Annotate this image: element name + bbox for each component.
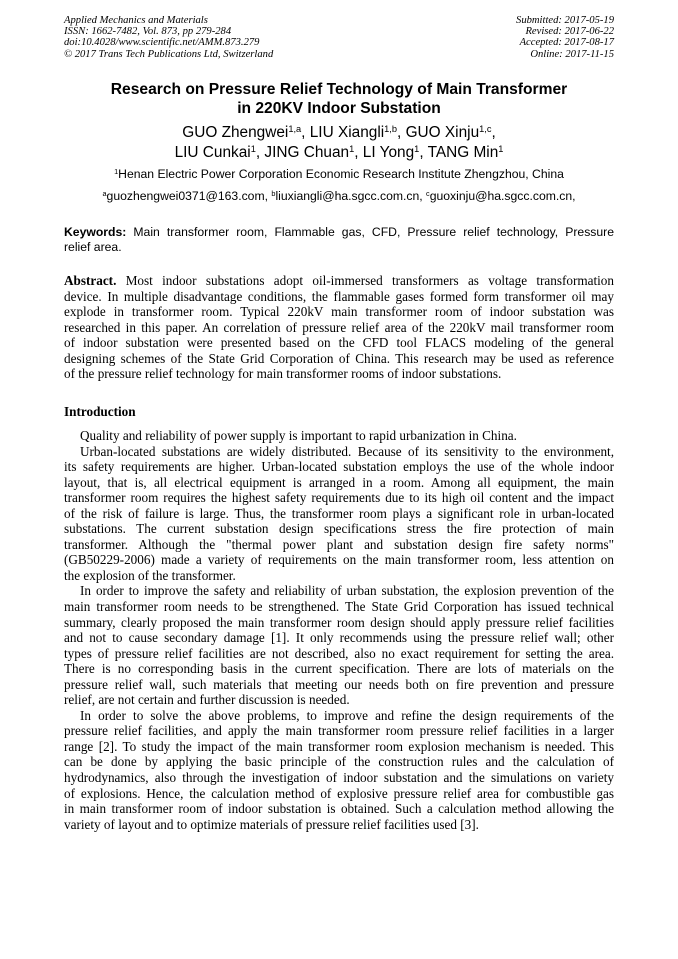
author-name: GUO Xinju [405,124,480,141]
abstract-label: Abstract. [64,273,117,288]
paragraph-line: (GB50229-2006) made a variety of requirements on the main transformer room, less attention on [64,552,614,568]
paragraph-line: in main transformer room of indoor substation is obtained. Such a calculation method allowing the [64,801,614,817]
paragraph [64,444,614,584]
paragraph-line: Quality and reliability of power supply is important to rapid urbanization in China. [80,428,517,443]
paragraph-line: pressure relief facilities, and apply the main transformer room pressure relief facilities in a larger [64,723,614,739]
accepted-date: Accepted: 2017-08-17 [519,37,614,49]
paragraph-line: Urban-located substations are widely distributed. Because of its sensitivity to the environment, [80,443,614,459]
abstract-line: of indoor substation were presented based on the CFD tool FLACS modeling of the general [64,335,614,351]
author-sup: 1 [250,143,256,154]
paragraph-line: transformer room requires the highest safety requirements due to its high oil content and the impact [64,490,614,506]
introduction-body [64,428,614,832]
author-sup: 1,c [479,123,492,134]
title-line-1: Research on Pressure Relief Technology of Main Transformer [110,81,568,98]
author-name: LI Yong [362,143,415,161]
author-sup: 1 [414,143,420,154]
affiliation-sup: 1 [114,166,119,176]
author-sup: 1 [498,143,504,154]
paragraph-line: the explosion of the transformer. [64,567,236,583]
publication-dates [516,15,614,60]
email-sup: c [426,188,430,198]
author-name: GUO Zhengwei [182,124,289,141]
paragraph [64,428,614,444]
email-link[interactable]: liuxiangli@ha.sgcc.com.cn, [275,189,423,203]
paragraph-line: transformer. Although the "thermal power plant and substation design fire safety norms" [64,536,614,552]
affiliation [64,167,614,182]
revised-date: Revised: 2017-06-22 [525,26,614,38]
abstract-line: researched in this paper. An correlation of pressure relief area of the 220kV mail transformer room [64,319,614,335]
journal-copyright: © 2017 Trans Tech Publications Ltd, Switzerland [64,48,274,60]
author-sup: 1,a [288,123,302,134]
email-link[interactable]: guozhengwei0371@163.com, [106,189,268,203]
journal-issn: ISSN: 1662-7482, Vol. 873, pp 279-284 [64,26,232,38]
author-emails [64,189,614,204]
abstract-line: of the pressure relief technology for main transformer rooms of indoor substations. [64,366,502,382]
abstract-line: explode in transformer room. Typical 220kV main transformer room of indoor substation was [64,304,614,320]
abstract-line: designing schemes of the State Grid Corporation of China. This research may be used as reference [64,350,614,366]
paragraph-line: substations. The current substation design specifications stress the fire protection of main [64,521,614,537]
paragraph-line: can be done by applying the basic principle of the construction rules and the calculation of [64,754,614,770]
author-line-2: LIU Cunkai$^1$, JING Chuan$^1$, LI Yong$^1$, TANG Min$^1$ [174,143,504,161]
keywords-line: relief area. [64,239,122,254]
paragraph-line: In order to improve the safety and reliability of urban substation, the explosion prevention of the [80,583,614,599]
author-list [64,123,614,162]
paragraph-line: range [2]. To study the impact of the main transformer room explosion mechanism is needed. This [64,738,614,754]
keywords-label: Keywords: [64,225,127,239]
author-sup: 1 [349,143,355,154]
submitted-date: Submitted: 2017-05-19 [516,15,614,26]
abstract-line: device. In multiple disadvantage conditions, the flammable gases formed form transformer oil may [64,288,614,304]
paragraph-line: summary, clearly proposed the main transformer room design should apply pressure relief facilities [64,614,614,630]
author-name: TANG Min [427,143,499,161]
paper-title [64,80,614,118]
online-date: Online: 2017-11-15 [530,48,614,60]
paragraph-line: relief, are not certain and further discussion is needed. [64,692,350,708]
paragraph [64,583,614,707]
keywords [64,225,614,254]
journal-info [64,15,273,60]
author-line-1: GUO Zhengwei$^{1,a}$, LIU Xiangli$^{1,b}$, GUO Xinju$^{1,c}$, [182,123,496,141]
paragraph-line: and not to cause secondary damage [1]. It only recommends using the pressure relief wall; other [64,630,614,646]
email-sup: b [271,188,276,198]
author-sup: 1,b [384,123,398,134]
abstract [64,273,614,382]
paragraph-line: main transformer room needs to be strengthened. The State Grid Corporation has issued technical [64,599,614,615]
journal-doi[interactable]: doi:10.4028/www.scientific.net/AMM.873.279 [64,37,260,49]
paragraph [64,708,614,832]
keywords-line [64,225,614,240]
paragraph-line: hydrodynamics, also through the investigation of indoor substation and the simulations on variety [64,770,614,786]
paragraph-line: of explosions. Hence, the calculation method of explosive pressure relief area for combustible gas [64,785,614,801]
abstract-text: Most indoor substations adopt oil-immersed transformers as voltage transformation [125,273,614,288]
paragraph-line: its safety requirements are higher. Urban-located substation employs the use of the whole indoor [64,459,614,475]
section-heading-introduction: Introduction [64,404,136,419]
paragraph-line: There is no corresponding basis in the current specification. There are lots of materials on the [64,661,614,677]
paragraph-line: of the risk of failure is large. Thus, the transformer room plays a significant role in urban-located [64,505,614,521]
title-line-2: in 220KV Indoor Substation [237,100,441,117]
abstract-line [64,273,614,289]
author-name: JING Chuan [264,143,350,161]
author-name: LIU Xiangli [309,124,385,141]
email-sup: a [102,188,107,198]
author-name: LIU Cunkai [174,143,251,161]
keywords-text: Main transformer room, Flammable gas, CFD, Pressure relief technology, Pressure [133,225,615,239]
paragraph-line: layout, that is, all electrical equipment is arranged in a room. Among all equipment, the main [64,474,614,490]
affiliation-text: Henan Electric Power Corporation Economic Research Institute Zhengzhou, China [118,167,564,181]
email-link[interactable]: guoxinju@ha.sgcc.com.cn, [429,189,576,203]
paragraph-line: variety of layout and to optimize materials of pressure relief facilities used [3]. [64,816,479,832]
paragraph-line: types of pressure relief facilities are not described, also no exact requirement for setting the area. [64,645,614,661]
paragraph-line: In order to solve the above problems, to improve and refine the design requirements of the [80,707,614,723]
paragraph-line: pressure relief wall, such materials that meeting our needs both on fire prevention and pressure [64,676,614,692]
journal-name: Applied Mechanics and Materials [64,15,208,26]
